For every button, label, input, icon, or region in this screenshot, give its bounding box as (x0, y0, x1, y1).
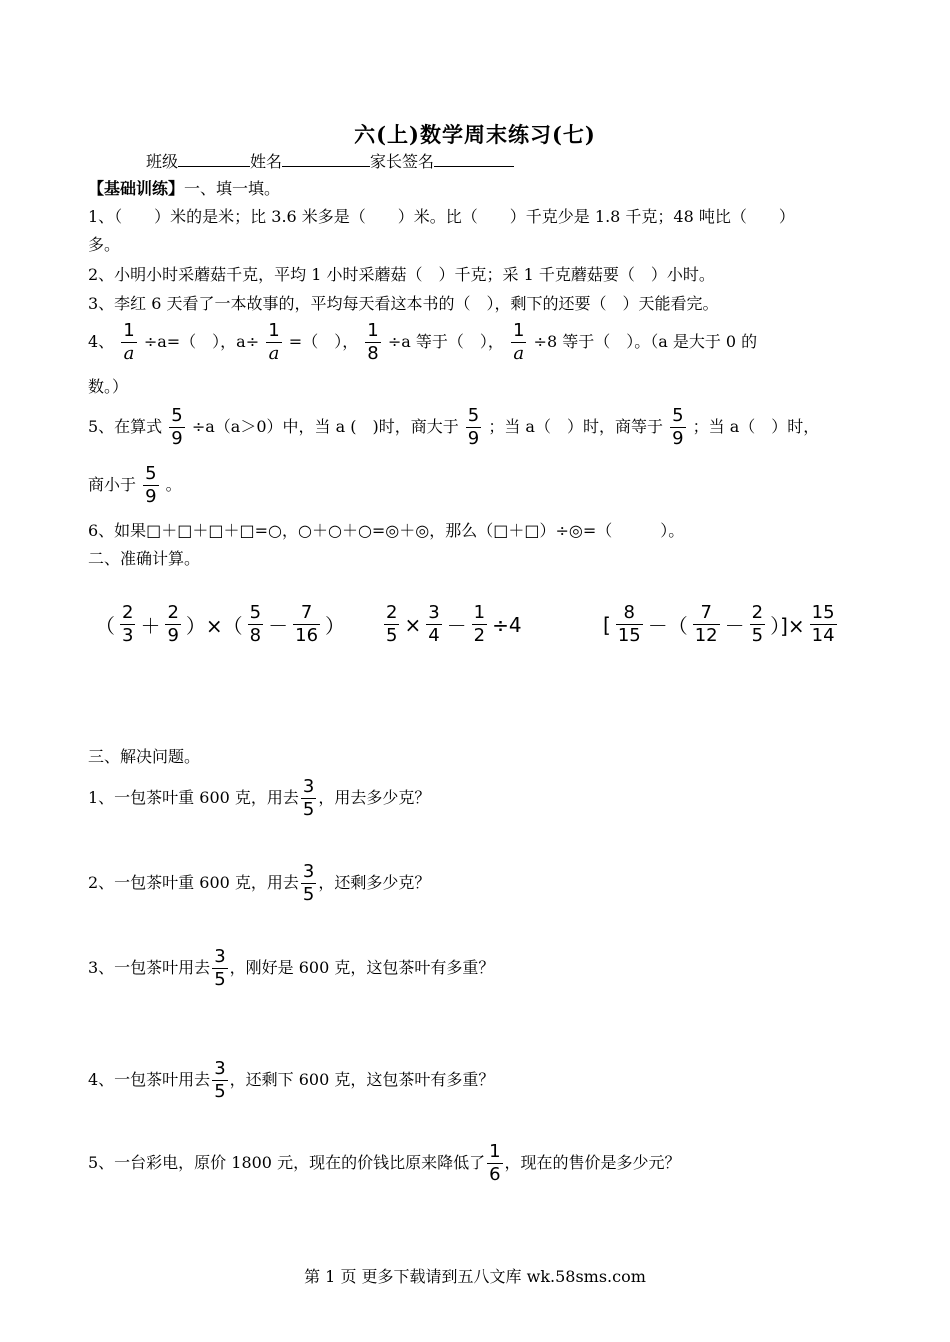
question-4-line2: 数。） (88, 377, 129, 396)
fraction (212, 1058, 227, 1103)
question-6: 6、如果□＋□＋□＋□=○，○＋○＋○=◎＋◎，那么（□＋□）÷◎=（ ）。 (88, 521, 685, 540)
problem-text-end: ，刚好是 600 克，这包茶叶有多重？ (229, 958, 495, 977)
problem-text: 5、一台彩电，原价 1800 元，现在的价钱比原来降低了 (88, 1153, 486, 1172)
fraction-denominator: 5 (302, 799, 315, 820)
fraction-numerator: 2 (122, 602, 134, 623)
minus-sign: － (268, 614, 289, 638)
fraction (616, 602, 643, 647)
fraction-denominator: 5 (751, 625, 764, 646)
problem-text: 4、一包茶叶用去 (88, 1070, 211, 1089)
calc-expression-1 (92, 602, 348, 647)
fraction-denominator: 16 (295, 625, 319, 646)
question-5-line2 (88, 463, 182, 508)
problem-text-end: ，用去多少克？ (318, 788, 431, 807)
fraction-numerator: 5 (145, 463, 157, 484)
fraction-denominator: 5 (214, 969, 226, 990)
fraction-denominator: 6 (489, 1164, 501, 1185)
question-2: 2、小明小时采蘑菇千克，平均 1 小时采蘑菇（ ）千克；采 1 千克蘑菇要（ ）小时。 (88, 265, 715, 284)
problem-3 (88, 946, 494, 991)
problem-4 (88, 1058, 494, 1103)
fraction (165, 602, 180, 647)
minus-sign: － (446, 614, 467, 638)
fraction (120, 602, 135, 647)
fraction-5-over-9 (143, 463, 158, 508)
fraction-1-over-8 (365, 320, 380, 365)
problem-text-end: ，现在的售价是多少元？ (504, 1153, 681, 1172)
q4-text-4: ÷8 等于（ ）。（a 是大于 0 的 (533, 332, 758, 351)
fraction-numerator: 2 (751, 602, 764, 623)
fraction-numerator: 3 (302, 776, 315, 797)
class-label: 班级 (146, 152, 179, 171)
fraction-denominator: 9 (167, 625, 179, 646)
fraction-denominator: 8 (249, 625, 262, 646)
fraction-numerator: 3 (214, 946, 226, 967)
fraction-numerator: 1 (268, 320, 280, 341)
q5-text-2: ÷a（a＞0）中，当 a ( )时，商大于 (191, 417, 459, 436)
bracket-close-times: ）]× (770, 614, 805, 638)
section1-bracket: 【基础训练】 (88, 179, 185, 198)
problem-2 (88, 861, 430, 906)
fraction-denominator: 8 (367, 343, 379, 364)
bracket-open: [ (603, 612, 611, 637)
fraction-denominator: 3 (122, 625, 134, 646)
fraction (693, 602, 720, 647)
problem-text-end: ，还剩下 600 克，这包茶叶有多重？ (229, 1070, 495, 1089)
fraction-numerator: 7 (300, 602, 313, 623)
fraction-numerator: 2 (386, 602, 398, 623)
question-3: 3、李红 6 天看了一本故事的，平均每天看这本书的（ ），剩下的还要（ ）天能看完。 (88, 294, 719, 313)
calc-expression-3 (600, 602, 839, 647)
fraction-5-over-9 (670, 405, 685, 450)
fraction-numerator: 1 (512, 320, 525, 341)
page-footer: 第 1 页 更多下载请到五八文库 wk.58sms.com (304, 1267, 646, 1286)
fraction-denominator: 12 (694, 625, 718, 646)
fraction-numerator: 1 (123, 320, 135, 341)
fraction-denominator: a (266, 342, 281, 365)
name-blank[interactable] (282, 150, 370, 167)
times-sign: × (404, 612, 422, 637)
fraction-numerator: 5 (171, 405, 183, 426)
q4-text-3: ÷a 等于（ ）， (387, 332, 504, 351)
fraction-numerator: 5 (467, 405, 480, 426)
name-label: 姓名 (250, 152, 283, 171)
fraction (212, 946, 227, 991)
minus-paren: －（ (647, 614, 688, 638)
fraction-numerator: 7 (700, 602, 712, 623)
fraction-denominator: 4 (428, 625, 440, 646)
section3-heading: 三、解决问题。 (88, 747, 201, 766)
section1-heading (88, 178, 280, 200)
times-paren: ）×（ (185, 614, 243, 638)
fraction (301, 861, 316, 906)
fraction-1-over-a (266, 320, 281, 365)
fraction-denominator: 5 (214, 1081, 226, 1102)
fraction (293, 602, 320, 647)
fraction-denominator: 9 (145, 486, 157, 507)
question-4-line1 (88, 320, 757, 365)
question-5-line1 (88, 405, 819, 450)
q5-line2-text: 商小于 (88, 475, 137, 494)
q5-text-1: 5、在算式 (88, 417, 163, 436)
fraction-numerator: 1 (473, 602, 486, 623)
fraction-1-over-a (121, 320, 136, 365)
fraction (472, 602, 487, 647)
problem-text-end: ，还剩多少克？ (318, 873, 431, 892)
student-info-line (146, 150, 514, 173)
fraction-numerator: 5 (672, 405, 684, 426)
parent-sign-blank[interactable] (434, 150, 514, 167)
calc-expression-2 (382, 602, 525, 647)
fraction (750, 602, 765, 647)
fraction-numerator: 3 (214, 1058, 226, 1079)
problem-5 (88, 1141, 681, 1186)
fraction-5-over-9 (466, 405, 481, 450)
section2-heading: 二、准确计算。 (88, 549, 201, 568)
fraction (248, 602, 263, 647)
fraction (487, 1141, 502, 1186)
problem-1 (88, 776, 430, 821)
fraction-denominator: a (511, 342, 526, 365)
q4-text-2: =（ ）， (288, 332, 359, 351)
class-blank[interactable] (178, 150, 250, 167)
fraction-denominator: 2 (473, 625, 486, 646)
fraction (301, 776, 316, 821)
fraction-denominator: 9 (672, 428, 684, 449)
fraction (426, 602, 441, 647)
plus-sign: ＋ (140, 614, 161, 638)
fraction-numerator: 5 (249, 602, 262, 623)
fraction (810, 602, 837, 647)
q4-text-1: ÷a=（ ），a÷ (143, 332, 260, 351)
fraction-1-over-a (511, 320, 526, 365)
fraction-numerator: 3 (302, 861, 315, 882)
fraction-denominator: a (121, 342, 136, 365)
divide-by-4: ÷4 (492, 612, 522, 637)
fraction-denominator: 9 (467, 428, 480, 449)
question-1-line1: 1、（ ）米的是米；比 3.6 米多是（ ）米。比（ ）千克少是 1.8 千克；48 吨比（ ） (88, 207, 795, 226)
fraction-denominator: 5 (302, 884, 315, 905)
fraction-denominator: 15 (617, 625, 641, 646)
fraction-numerator: 2 (167, 602, 179, 623)
paren-open: （ (95, 614, 115, 638)
page-title: 六(上)数学周末练习(七) (354, 122, 596, 147)
minus-sign: － (724, 614, 745, 638)
problem-text: 3、一包茶叶用去 (88, 958, 211, 977)
problem-text: 1、一包茶叶重 600 克，用去 (88, 788, 299, 807)
fraction-5-over-9 (169, 405, 184, 450)
fraction-numerator: 3 (428, 602, 440, 623)
problem-text: 2、一包茶叶重 600 克，用去 (88, 873, 299, 892)
q5-line2-end: 。 (165, 475, 182, 494)
fraction-denominator: 14 (811, 625, 835, 646)
fraction-denominator: 9 (171, 428, 183, 449)
fraction-numerator: 1 (489, 1141, 501, 1162)
fraction (384, 602, 399, 647)
q4-prefix: 4、 (88, 332, 115, 351)
fraction-numerator: 8 (623, 602, 635, 623)
parent-sign-label: 家长签名 (370, 152, 435, 171)
fraction-numerator: 1 (367, 320, 379, 341)
q5-text-3: ；当 a（ ）时，商等于 (488, 417, 663, 436)
paren-close: ） (325, 614, 346, 638)
q5-text-4: ；当 a（ ）时， (692, 417, 820, 436)
section1-text: 一、填一填。 (184, 179, 281, 198)
question-1-line2: 多。 (88, 235, 121, 254)
fraction-denominator: 5 (386, 625, 398, 646)
fraction-numerator: 15 (811, 602, 835, 623)
